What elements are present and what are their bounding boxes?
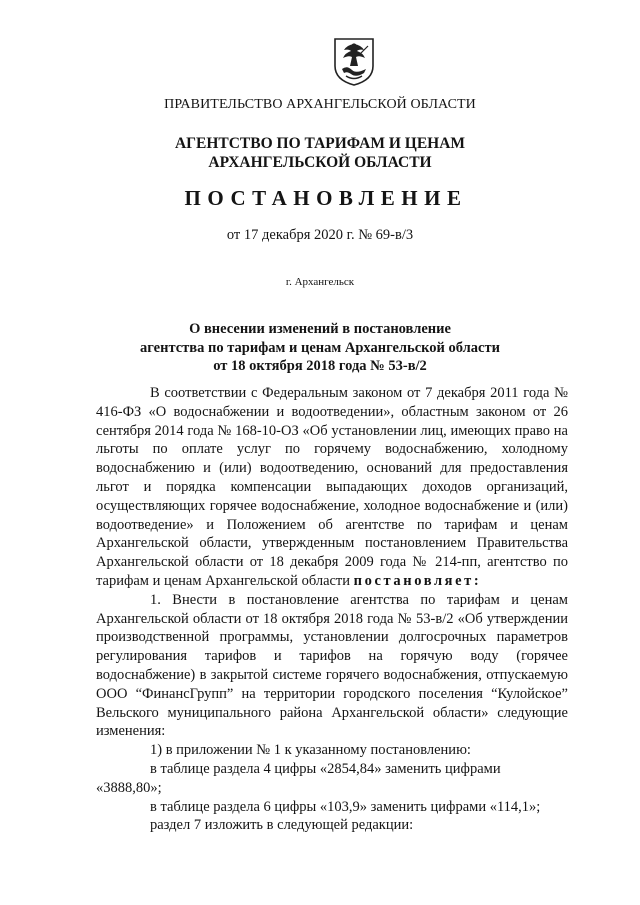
agency-name-line2: АРХАНГЕЛЬСКОЙ ОБЛАСТИ — [208, 154, 432, 171]
sub-item-1: 1) в приложении № 1 к указанному постановлению: — [150, 742, 471, 759]
subject-line3: от 18 октября 2018 года № 53-в/2 — [213, 358, 427, 374]
agency-name — [0, 134, 640, 172]
preamble-paragraph — [96, 384, 568, 591]
document-subject — [0, 320, 640, 376]
document-body — [96, 384, 568, 835]
decree-word: постановляет: — [353, 572, 482, 589]
government-name: ПРАВИТЕЛЬСТВО АРХАНГЕЛЬСКОЙ ОБЛАСТИ — [164, 97, 476, 112]
preamble-text: В соответствии с Федеральным законом от 7 декабря 2011 года № 416-ФЗ «О водоснабжении и водоотведении», областным законом от 26 сентября 2014 года № 168-10-ОЗ «Об установлении лиц, имеющих право на льготы по оплате услуг по горячему водоснабжению, холодному водоснабжению и (или) водоотведению, оснований для предоставления льгот и порядка компенсации выпадающих доходов организаций, осуществляющих горячее водоснабжение, холодное водоснабжение и (или) водоотведение» и Положением об агентстве по тарифам и ценам Архангельской области, утвержденным постановлением Правительства Архангельской области от 18 декабря 2009 года № 214-пп, агентство по тарифам и ценам Архангельской области — [96, 385, 568, 589]
document-date-number: от 17 декабря 2020 г. № 69-в/3 — [226, 227, 414, 243]
sub-item-1-section7: раздел 7 изложить в следующей редакции: — [150, 817, 414, 834]
document-city: г. Архангельск — [285, 276, 355, 288]
sub-item-1-table6: в таблице раздела 6 цифры «103,9» заменить цифрами «114,1»; — [150, 798, 541, 815]
coat-of-arms-icon — [330, 36, 378, 86]
sub-item-1-table4: в таблице раздела 4 цифры «2854,84» заменить цифрами «3888,80»; — [96, 760, 501, 796]
subject-line1: О внесении изменений в постановление — [189, 321, 451, 337]
item-1-paragraph: 1. Внести в постановление агентства по тарифам и ценам Архангельской области от 18 октября 2018 года № 53-в/2 «Об утверждении производственной программы, установлении долгосрочных параметров регулирования тарифов и тарифов на горячую воду (горячее водоснабжение) в закрытой системе горячего водоснабжения, отпускаемую ООО “ФинансГрупп” на территории городского поселения “Кулойское” Вельского муниципального района Архангельской области» следующие изменения: — [96, 591, 568, 740]
agency-name-line1: АГЕНТСТВО ПО ТАРИФАМ И ЦЕНАМ — [174, 135, 466, 152]
document-type-title: ПОСТАНОВЛЕНИЕ — [184, 186, 468, 210]
subject-line2: агентства по тарифам и ценам Архангельской области — [140, 339, 500, 356]
